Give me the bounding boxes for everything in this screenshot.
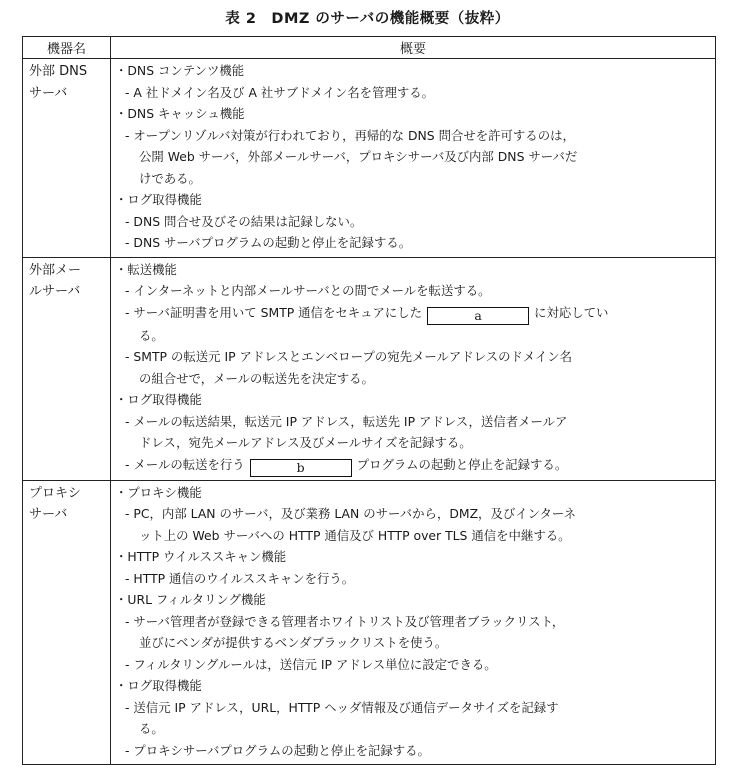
detail-line: - HTTP 通信のウイルススキャンを行う。 [125,570,355,586]
detail-text: - サーバ証明書を用いて SMTP 通信をセキュアにした [125,304,423,320]
function-heading: ・DNS コンテンツ機能 [115,63,245,78]
table-body [23,59,716,765]
overview-cell [111,257,716,480]
detail-continuation: る。 [139,327,164,343]
detail-line: - プロキシサーバプログラムの起動と停止を記録する。 [125,742,430,758]
detail-line: - DNS サーバプログラムの起動と停止を記録する。 [125,235,412,250]
detail-continuation: 公開 Web サーバ，外部メールサーバ，プロキシサーバ及び内部 DNS サーバだ [139,149,578,164]
detail-continuation: の組合せで，メールの転送先を決定する。 [139,370,374,386]
detail-continuation: 並びにベンダが提供するベンダブラックリストを使う。 [139,635,448,650]
detail-line: - インターネットと内部メールサーバとの間でメールを転送する。 [125,283,491,298]
function-heading: ・HTTP ウイルススキャン機能 [115,549,287,564]
device-name-cell [23,257,111,480]
detail-text: - メールの転送を行う [125,456,245,472]
detail-line-with-blank [115,454,709,477]
answer-blank-box: b [250,459,352,477]
header-device-name: 機器名 [23,37,111,59]
detail-line: - オープンリゾルバ対策が行われており，再帰的な DNS 問合せを許可するのは， [125,127,575,143]
function-heading: ・ログ取得機能 [115,678,202,693]
detail-continuation: けである。 [139,170,201,186]
detail-line: - A 社ドメイン名及び A 社サブドメイン名を管理する。 [125,84,435,100]
detail-continuation: ドレス，宛先メールアドレス及びメールサイズを記録する。 [139,435,472,450]
table-row [23,257,716,480]
detail-line: - フィルタリングルールは，送信元 IP アドレス単位に設定できる。 [125,656,497,672]
detail-continuation: ット上の Web サーバへの HTTP 通信及び HTTP over TLS 通信を中継する。 [139,527,571,543]
server-function-table [22,36,716,765]
function-heading: ・転送機能 [115,261,177,277]
answer-blank-box: a [427,307,529,325]
overview-cell [111,59,716,258]
function-heading: ・プロキシ機能 [115,484,202,500]
device-name-line: サーバ [29,85,68,101]
device-name-line: 外部 DNS [29,64,88,79]
device-name-line: 外部メー [29,262,82,278]
table-row [23,480,716,765]
device-name-cell [23,59,111,258]
function-heading: ・URL フィルタリング機能 [115,592,266,607]
detail-line: - サーバ管理者が登録できる管理者ホワイトリスト及び管理者ブラックリスト， [125,613,565,629]
function-heading: ・ログ取得機能 [115,392,202,407]
detail-line: - DNS 問合せ及びその結果は記録しない。 [125,213,363,229]
header-row [23,37,716,59]
table-row [23,59,716,258]
device-name-line: プロキシ [29,485,81,501]
function-heading: ・DNS キャッシュ機能 [115,106,245,121]
detail-continuation: る。 [139,721,164,736]
detail-line: - SMTP の転送元 IP アドレスとエンベロープの宛先メールアドレスのドメイン名 [125,349,573,364]
detail-text: プログラムの起動と停止を記録する。 [356,456,568,472]
device-name-line: ルサーバ [29,284,81,299]
detail-line: - メールの転送結果，転送元 IP アドレス，転送先 IP アドレス，送信者メールア [125,413,568,429]
detail-line: - PC，内部 LAN のサーバ，及び業務 LAN のサーバから，DMZ，及びインターネ [125,506,577,521]
device-name-line: サーバ [29,507,68,522]
detail-line-with-blank [115,302,709,325]
detail-text: に対応してい [534,304,609,320]
header-overview: 概要 [111,37,716,59]
detail-line: - 送信元 IP アドレス，URL，HTTP ヘッダ情報及び通信データサイズを記録す [125,699,559,715]
device-name-cell [23,480,111,765]
overview-cell [111,480,716,765]
function-heading: ・ログ取得機能 [115,192,202,207]
table-caption: 表 2 DMZ のサーバの機能概要（抜粋） [225,11,510,27]
